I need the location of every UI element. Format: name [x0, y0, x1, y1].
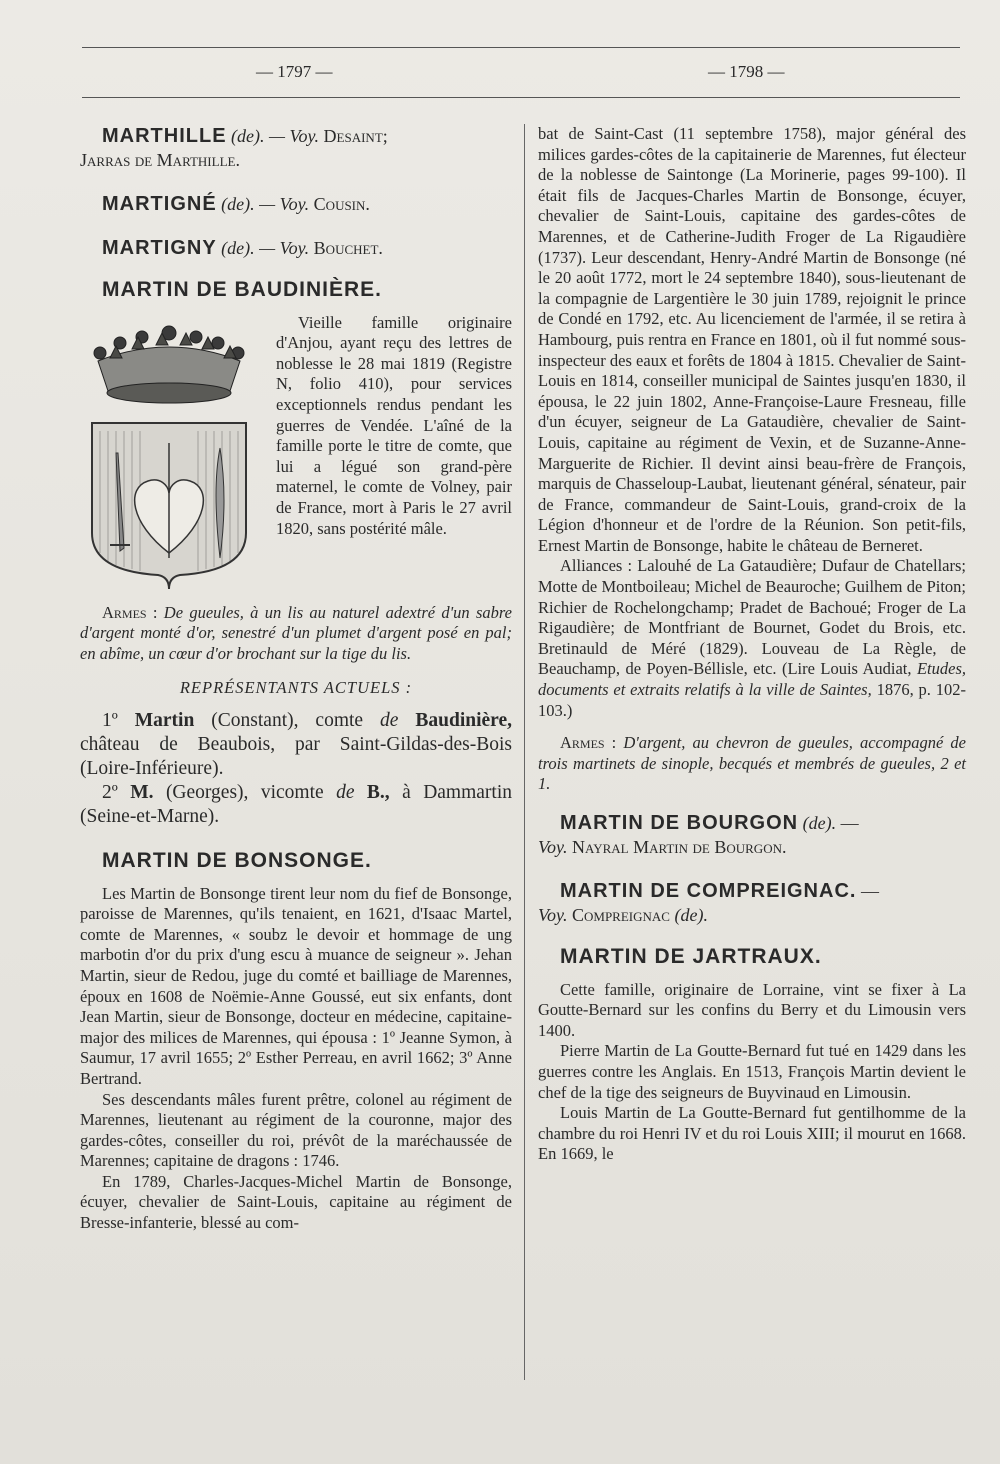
heading-jartraux: MARTIN DE JARTRAUX. — [560, 945, 822, 968]
jartraux-paragraph-2: Pierre Martin de La Goutte-Bernard fut tué en 1429 dans les guerres contre les Anglais. En 1513, François Martin devient le chef de la tige des seigneurs de Buyvinaud en Limousin. — [538, 1041, 966, 1102]
bonsonge-paragraph-1: Les Martin de Bonsonge tirent leur nom du fief de Bonsonge, paroisse de Marennes, qu'ils tenaient, en 1621, d'Isaac Martel, comte de Marennes, « soubz le devoir et hommage de ung marbotin d'or du prix d'ung escu à muance de seigneur ». Jehan Martin, sieur de Redou, juge du comté et bailliage de Marennes, époux en 1608 de Noëmie-Anne Goussé, eut six enfants, dont Jean Martin, sieur de Bonsonge, docteur en médecine, capitaine-major des milices de Marennes, qui épousa : 1º Jeanne Symon, à Saumur, 17 avril 1655; 2º Esther Perreau, en avril 1662; 3º Anne Bertrand. — [80, 883, 512, 1088]
entry-name: MARTIGNY — [102, 237, 217, 259]
entry-name: MARTIN DE COMPREIGNAC. — [560, 880, 857, 902]
representative-1: 1º Martin (Constant), comte de Baudinière, château de Beaubois, par Saint-Gildas-des-Bois (Loire-Inférieure). — [80, 709, 513, 779]
jartraux-paragraph-3: Louis Martin de La Goutte-Bernard fut gentilhomme de la chambre du roi Henri IV et du roi Louis XIII; il mourut en 1668. En 1669, le — [538, 1103, 966, 1164]
right-column — [538, 124, 966, 1165]
entry-marthille: MARTHILLE (de). — Voy. Desaint; Jarras de Marthille. — [80, 125, 388, 170]
page-number-right: — 1798 — — [708, 62, 785, 81]
entry-martigne: MARTIGNÉ (de). — Voy. Cousin. — [102, 193, 370, 215]
entry-martigny: MARTIGNY (de). — Voy. Bouchet. — [102, 237, 383, 259]
bonsonge-paragraph-2: Ses descendants mâles furent prêtre, colonel au régiment de Marennes, lieutenant au régiment de la couronne, major des gardes-côtes, conseiller du roi, prévôt de la maréchaussée de Marennes; capitaine de dragons : 1746. — [80, 1089, 512, 1171]
left-column — [80, 124, 512, 1234]
heading-bonsonge: MARTIN DE BONSONGE. — [102, 848, 372, 872]
crown-and-shield-icon — [80, 313, 258, 591]
page-number-left: — 1797 — — [256, 62, 333, 81]
baudiniere-intro: Vieille famille originaire d'Anjou, ayant reçu des lettres de noblesse le 28 mai 1819 (Registre N, folio 410), pour services exceptionnels rendus pendant les guerres de Vendée. L'aîné de la famille porte le titre de comte, que lui a légué son grand-père maternel, le comte de Volney, pair de France, mort à Paris le 27 avril 1820, sans postérité mâle. — [276, 312, 512, 538]
coat-of-arms-image — [80, 313, 258, 591]
column-divider — [524, 124, 525, 1380]
top-rule — [82, 47, 960, 48]
heading-baudiniere: MARTIN DE BAUDINIÈRE. — [102, 278, 383, 301]
header-rule — [82, 97, 960, 98]
representatives-heading: REPRÉSENTANTS ACTUELS : — [179, 678, 413, 698]
entry-bourgon: MARTIN DE BOURGON (de). — Voy. Nayral Martin de Bourgon. — [538, 812, 859, 857]
entry-compreignac: MARTIN DE COMPREIGNAC. — Voy. Compreignac (de). — [538, 880, 879, 925]
baudiniere-arms: Armes : De gueules, à un lis au naturel adextré d'un sabre d'argent monté d'or, senestré d'un plumet d'argent posé en pal; en abîme, un cœur d'or brochant sur la tige du lis. — [80, 602, 512, 663]
entry-name: MARTHILLE — [102, 125, 227, 147]
baudiniere-block — [80, 313, 512, 591]
representative-2: 2º M. (Georges), vicomte de B., à Dammartin (Seine-et-Marne). — [80, 781, 512, 827]
bonsonge-continued: bat de Saint-Cast (11 septembre 1758), major général des milices gardes-côtes de la capitainerie de Marennes, fut électeur de la noblesse de Saintonge (La Morinerie, pages 99-100). Il était fils de Jacques-Charles Martin de Bonsonge, écuyer, chevalier de Saint-Louis, capitaine des gardes-côtes de Marennes, et de Catherine-Judith Froger de La Rigaudière (1737). Leur descendant, Henry-André Martin de Bonsonge (né le 20 août 1772, mort le 24 septembre 1840), sous-lieutenant de la compagnie de Largentière le 30 juin 1789, rejoignit le prince de Condé en 1792, etc. Au licenciement de l'armée, il se retira à Hambourg, puis rentra en France en 1801, où il fut nommé sous-inspecteur des eaux et forêts de 1804 à 1815. Chevalier de Saint-Louis en 1814, conseiller municipal de Saintes jusqu'en 1830, il épousa, le 22 juin 1802, Anne-Françoise-Laure Fresneau, fille d'un écuyer, seigneur de La Gataudière, chevalier de Saint-Louis, capitaine au régiment de Vexin, et de Suzanne-Anne-Marguerite de Richier. Il devint ainsi beau-frère de François, marquis de Chasseloup-Laubat, lieutenant général, sénateur, pair de France, commandeur de Saint-Louis, grand-croix de la Légion d'honneur et de l'ordre de la Réunion. Son petit-fils, Ernest Martin de Bonsonge, habite le château de Berneret. — [538, 124, 966, 555]
bonsonge-paragraph-3: En 1789, Charles-Jacques-Michel Martin de Bonsonge, écuyer, chevalier de Saint-Louis, capitaine au régiment de Bresse-infanterie, blessé au com- — [80, 1171, 512, 1233]
entry-name: MARTIGNÉ — [102, 193, 217, 215]
alliances: Alliances : Lalouhé de La Gataudière; Dufaur de Chatellars; Motte de Montboileau; Michel de Beauroche; Guilhem de Piton; Richier de Rochelongchamp; Pradet de Bachoué; Froger de La Rigaudière; de Montfriant de Bournet, Godet du Brois, etc. Bretinauld de Méré (1829). Louveau de La Règle, de Beauchamp, de Poyen-Béllisle, etc. (Lire Louis Audiat, Etudes, documents et extraits relatifs à la ville de Saintes, 1876, p. 102-103.) — [538, 556, 966, 720]
jartraux-paragraph-1: Cette famille, originaire de Lorraine, vint se fixer à La Goutte-Bernard sur les confins du Berry et du Limousin vers 1400. — [538, 979, 966, 1040]
entry-name: MARTIN DE BOURGON — [560, 812, 799, 834]
bonsonge-arms: Armes : D'argent, au chevron de gueules, accompagné de trois martinets de sinople, becqués et membrés de gueules, 2 et 1. — [538, 733, 966, 794]
